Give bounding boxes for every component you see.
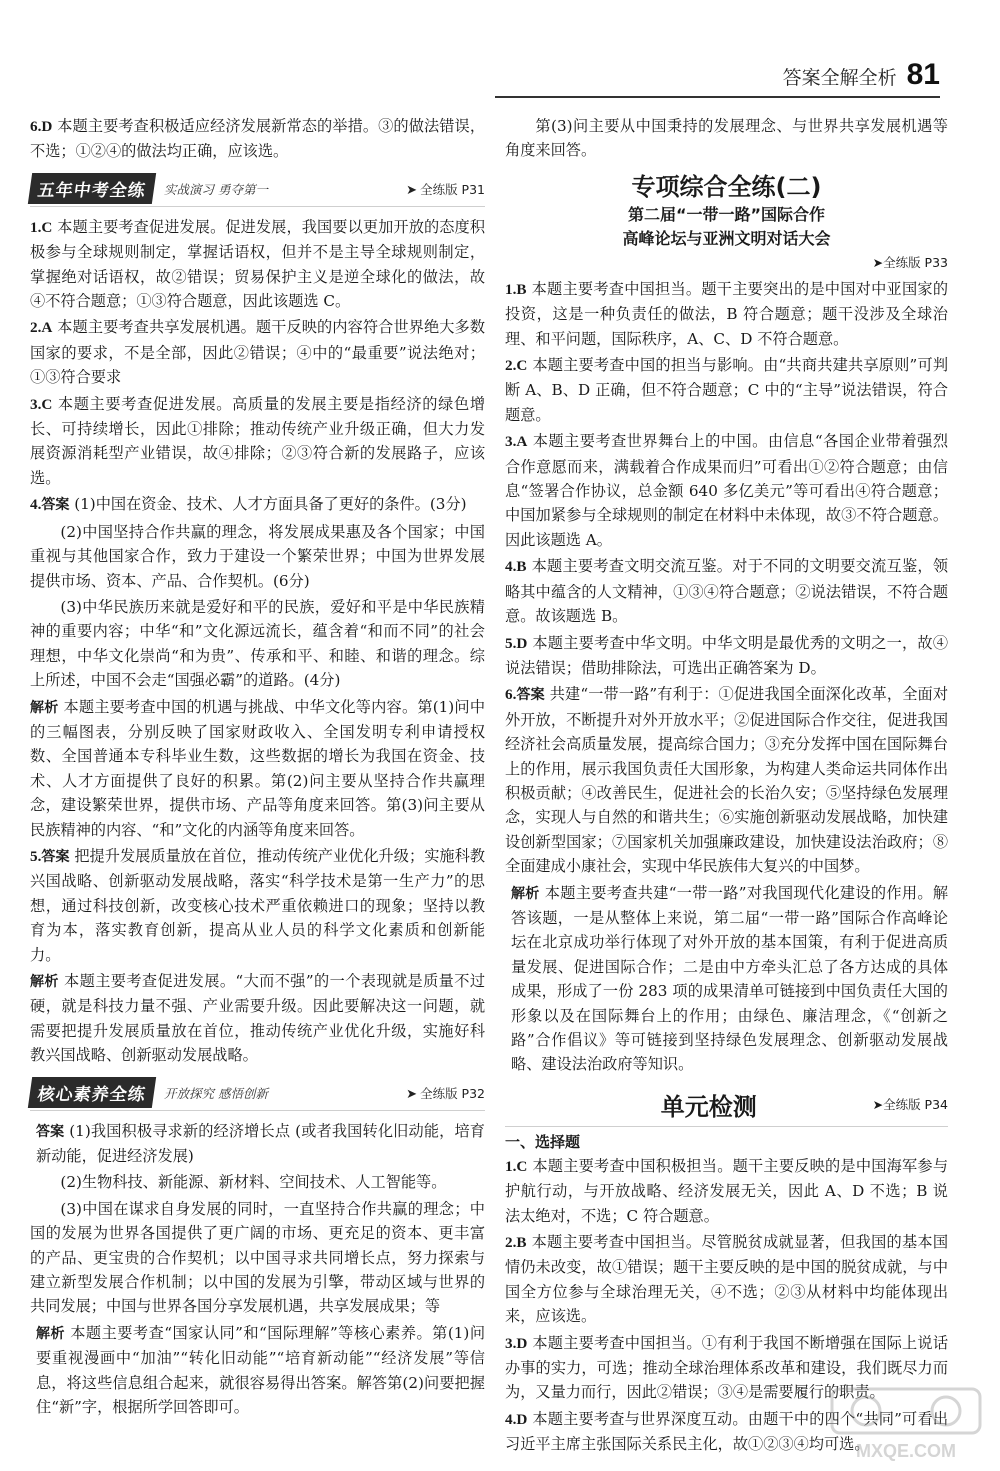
answer-part-3: (3)中国在谋求自身发展的同时，一直坚持合作共赢的理念；中国的发展为世界各国提供了更广阔的市场、更充足的资本、更丰富的产品、更宝贵的合作契机；以中国寻求共同增长点，努力探索与建立新型发展合作机制；以中国的发展为引擎，带动区域与世界的共同发展；中国与世界各国分享发展机遇，共享发展成果；等 (30, 1199, 485, 1316)
answer-keyword: 答案 (41, 848, 70, 865)
special-subtitle-2: 高峰论坛与亚洲文明对话大会 (622, 228, 831, 248)
list-item (30, 315, 485, 389)
special-subtitle-1: 第二届“一带一路”国际合作 (627, 204, 826, 224)
list-item (505, 429, 948, 552)
q4-analysis (30, 695, 485, 842)
section-ref-text: 全练版 P32 (420, 1085, 485, 1101)
item-text: 本题主要考查促进发展。促进发展，我国要以更加开放的态度积极参与全球规则制定，掌握话语权，但并不是主导全球规则制定，掌握绝对话语权，故②错误；贸易保护主义是逆全球化的做法，故④不符合题意；①③符合题意，因此该题选 C。 (30, 217, 486, 311)
item-text: 本题主要考查中国担当。题干主要突出的是中国对中亚国家的投资，这是一种负责任的做法，B 符合题意；题干没涉及全球治理、和平问题，国际秩序，A、C、D 不符合题意。 (505, 279, 949, 348)
analysis-text: 本题主要考查“国家认同”和“国际理解”等核心素养。第(1)问要重视漫画中“加油”“转化旧动能”“培育新动能”“经济发展”等信息，将这些信息组合起来，就很容易得出答案。解答第(2)问要把握住“新”字，根据所学回答即可。 (36, 1323, 486, 1417)
arrow-icon: ➤ (406, 182, 418, 198)
analysis-text: 本题主要考查促进发展。“大而不强”的一个表现就是质量不过硬，就是科技力量不强、产业需要升级。因此要解决这一问题，就需要把提升发展质量放在首位，推动传统产业优化升级，实施好科教兴国战略、创新驱动发展战略。 (30, 972, 486, 1065)
header-rule (495, 96, 940, 98)
item-text: 本题主要考查共享发展机遇。题干反映的内容符合世界绝大多数国家的要求，不是全部，因此②错误；④中的“最重要”说法绝对；①③符合要求 (30, 318, 486, 387)
item-text: 本题主要考查积极适应经济发展新常态的举措。③的做法错误，不选；①②④的做法均正确，应该选。 (30, 117, 486, 161)
item-number: 2.C (505, 357, 528, 375)
section-ref (505, 253, 948, 271)
item-text: 本题主要考查中国担当。①有利于我国不断增强在国际上说话办事的实力，可选；推动全球治理体系改革和建设，我们既尽力而为，又量力而行，因此②错误；③④是需要履行的职责。 (505, 1333, 949, 1402)
core-analysis (30, 1321, 485, 1420)
list-item (505, 631, 948, 681)
answer-part-2: (2)生物科技、新能源、新材料、空间技术、人工智能等。 (60, 1173, 447, 1192)
item-number: 1.B (505, 280, 527, 298)
unit-test-bar (505, 1087, 948, 1127)
answer-part-2: (2)中国坚持合作共赢的理念，将发展成果惠及各个国家；中国重视与其他国家合作，致力于建设一个繁荣世界；中国为世界发展提供市场、资本、产品、合作契机。(6分) (30, 522, 485, 590)
list-item (505, 1154, 948, 1228)
item-number: 4.D (505, 1410, 528, 1428)
item-text: 本题主要考查中国的担当与影响。由“共商共建共享原则”可判断 A、B、D 正确，但不符合题意；C 中的“主导”说法错误，符合题意。 (505, 356, 949, 424)
item-number: 3.A (505, 433, 528, 451)
item-text: 本题主要考查中国积极担当。题干主要反映的是中国海军参与护航行动，与开放战略、经济发展无关，因此 A、D 不选；B 说法太绝对，不选；C 符合题意。 (505, 1156, 949, 1225)
analysis-keyword: 解析 (30, 974, 59, 990)
answer-text: 共建“一带一路”有利于：①促进我国全面深化改革，全面对外开放，不断提升对外开放水平；②促进国际合作交往，促进我国经济社会高质量发展，提高综合国力；③充分发挥中国在国际舞台上的作用，展示我国负责任大国形象，为构建人类命运共同体作出积极贡献；④改善民生，促进社会的长治久安；⑤坚持绿色发展理念，实现人与自然的和谐共生；⑥实施创新驱动发展战略，加快建设创新型国家；⑦国家机关加强廉政建设，加快建设法治政府；⑧全面建成小康社会，实现中华民族伟大复兴的中国梦。 (505, 685, 949, 876)
list-item (505, 277, 948, 351)
header-label: 答案全解全析 (782, 67, 897, 89)
analysis-keyword: 解析 (30, 699, 59, 716)
answer-keyword: 答案 (41, 497, 70, 514)
section-ref-text: 全练版 P34 (883, 1097, 948, 1113)
section-title: 核心素养全练 (28, 1077, 156, 1108)
analysis-keyword: 解析 (36, 1325, 65, 1342)
answer-part-1: (1)中国在资金、技术、人才方面具备了更好的条件。(3分) (74, 495, 467, 514)
list-item (30, 215, 485, 314)
page-header (783, 58, 940, 94)
item-number: 4. (30, 496, 42, 514)
special-title-block (505, 171, 948, 251)
section-bar-core (30, 1076, 485, 1111)
analysis-text: 本题主要考查共建“一带一路”对我国现代化建设的作用。解答该题，一是从整体上来说，第二届“一带一路”国际合作高峰论坛在北京成功举行体现了对外开放的基本国策，有利于促进高质量发展、促进国际合作；二是由中方牵头汇总了各方达成的具体成果，形成了一份 283 项的成果清单可链接到中国负责任大国的形象以及在国际舞台上的作用；由绿色、廉洁理念，《“创新之路”合作倡议》等可链接到坚持绿色发展理念、创新驱动发展战略、建设法治政府等知识。 (511, 883, 949, 1074)
list-item (30, 392, 485, 491)
left-column (30, 114, 486, 1417)
q6-analysis (505, 881, 948, 1077)
left-q6 (30, 114, 485, 164)
part-label: 一、选择题 (505, 1132, 581, 1151)
analysis-keyword: 解析 (511, 885, 540, 902)
section-bar-five-year (30, 172, 485, 207)
q6-answer (505, 682, 948, 878)
section-ref (406, 180, 485, 198)
item-number: 3.D (505, 1334, 528, 1352)
answer-part-3: (3)中华民族历来就是爱好和平的民族，爱好和平是中华民族精神的重要内容；中华“和”文化源远流长，蕴含着“和而不同”的社会理想，中华文化崇尚“和为贵”、传承和平、和睦、和谐的理念。综上所述，中国不会走“国强必霸”的道路。(4分) (30, 597, 485, 690)
item-text: 本题主要考查与世界深度互动。由题干中的四个“共同”可看出习近平主席主张国际关系民主化，故①②③④均可选。 (505, 1409, 949, 1454)
item-number: 1.C (505, 1157, 528, 1175)
core-answer (30, 1119, 485, 1169)
item-text: 本题主要考查文明交流互鉴。对于不同的文明要交流互鉴，领略其中蕴含的人文精神，①③④符合题意；②说法错误，不符合题意。故该题选 B。 (505, 557, 949, 626)
list-item (505, 554, 948, 628)
watermark-text: MXQE.COM (855, 1441, 957, 1461)
item-number: 5.D (505, 634, 528, 652)
answer-part-1: (1)我国积极寻求新的经济增长点 (或者我国转化旧动能，培育新动能，促进经济发展) (36, 1121, 485, 1166)
section-ref (873, 1095, 948, 1113)
q5-analysis (30, 969, 485, 1068)
arrow-icon: ➤ (872, 254, 884, 270)
item-text: 本题主要考查世界舞台上的中国。由信息“各国企业带着强烈合作意愿而来，满载着合作成果而归”可看出①②符合题意；由信息“签署合作协议，总金额 640 多亿美元”等可看出④符合题意；中国加紧参与全球规则的制定在材料中未体现，故③不符合题意。因此该题选 A。 (505, 432, 949, 549)
q4-answer (30, 492, 485, 517)
list-item (505, 1230, 948, 1329)
item-number: 3.C (30, 395, 53, 413)
page-number: 81 (906, 58, 940, 91)
section-ref-text: 全练版 P31 (420, 181, 485, 197)
list-item (505, 353, 948, 427)
arrow-icon: ➤ (872, 1097, 884, 1113)
section-ref-text: 全练版 P33 (883, 254, 948, 270)
unit-title: 单元检测 (660, 1092, 757, 1121)
analysis-text: 本题主要考查中国的机遇与挑战、中华文化等内容。第(1)问中的三幅图表，分别反映了国家财政收入、全国发明专利申请授权数、全国普通本专科毕业生数，这些数据的增长为我国在资金、技术、人才方面提供了良好的积累。第(2)问主要从坚持合作共赢理念，建设繁荣世界，提供市场、产品等角度来回答。第(3)问主要从民族精神的内容、“和”文化的内涵等角度来回答。 (30, 697, 486, 839)
section-title: 五年中考全练 (28, 173, 156, 204)
item-number: 2.B (505, 1234, 527, 1252)
section-ref (406, 1084, 485, 1102)
item-number: 6. (505, 686, 517, 704)
item-number: 1.C (30, 218, 53, 236)
answer-text: 把提升发展质量放在首位，推动传统产业优化升级；实施科教兴国战略、创新驱动发展战略，落实“科学技术是第一生产力”的思想，通过科技创新，改变核心技术严重依赖进口的现象；坚持以教育为本，落实教育创新，提高从业人员的科学文化素质和创新能力。 (30, 846, 486, 964)
answer-keyword: 答案 (516, 687, 545, 704)
item-text: 本题主要考查促进发展。高质量的发展主要是指经济的绿色增长、可持续增长，因此①排除；推动传统产业升级正确，但大力发展资源消耗型产业错误，故④排除；②③符合新的发展路子，应该选。 (30, 394, 486, 487)
item-text: 本题主要考查中国担当。尽管脱贫成就显著，但我国的基本国情仍未改变，故①错误；题干主要反映的是中国的脱贫成就，与中国全方位参与全球治理无关，④不选；②③从材料中均能体现出来，应该选。 (505, 1233, 949, 1326)
arrow-icon: ➤ (406, 1086, 418, 1102)
right-intro: 第(3)问主要从中国秉持的发展理念、与世界共享发展机遇等角度来回答。 (505, 117, 948, 160)
watermark-logo (826, 1385, 986, 1463)
item-number: 6.D (30, 118, 53, 135)
answer-keyword: 答案 (36, 1123, 65, 1140)
section-subtitle: 开放探究 感悟创新 (164, 1085, 268, 1101)
item-text: 本题主要考查中华文明。中华文明是最优秀的文明之一，故④说法错误；借助排除法，可选出正确答案为 D。 (505, 633, 949, 677)
item-number: 2.A (30, 319, 53, 337)
item-number: 4.B (505, 558, 527, 576)
section-subtitle: 实战演习 勇夺第一 (164, 181, 268, 197)
special-title: 专项综合全练(二) (631, 172, 822, 201)
q5-answer (30, 844, 485, 967)
item-number: 5. (30, 847, 42, 865)
